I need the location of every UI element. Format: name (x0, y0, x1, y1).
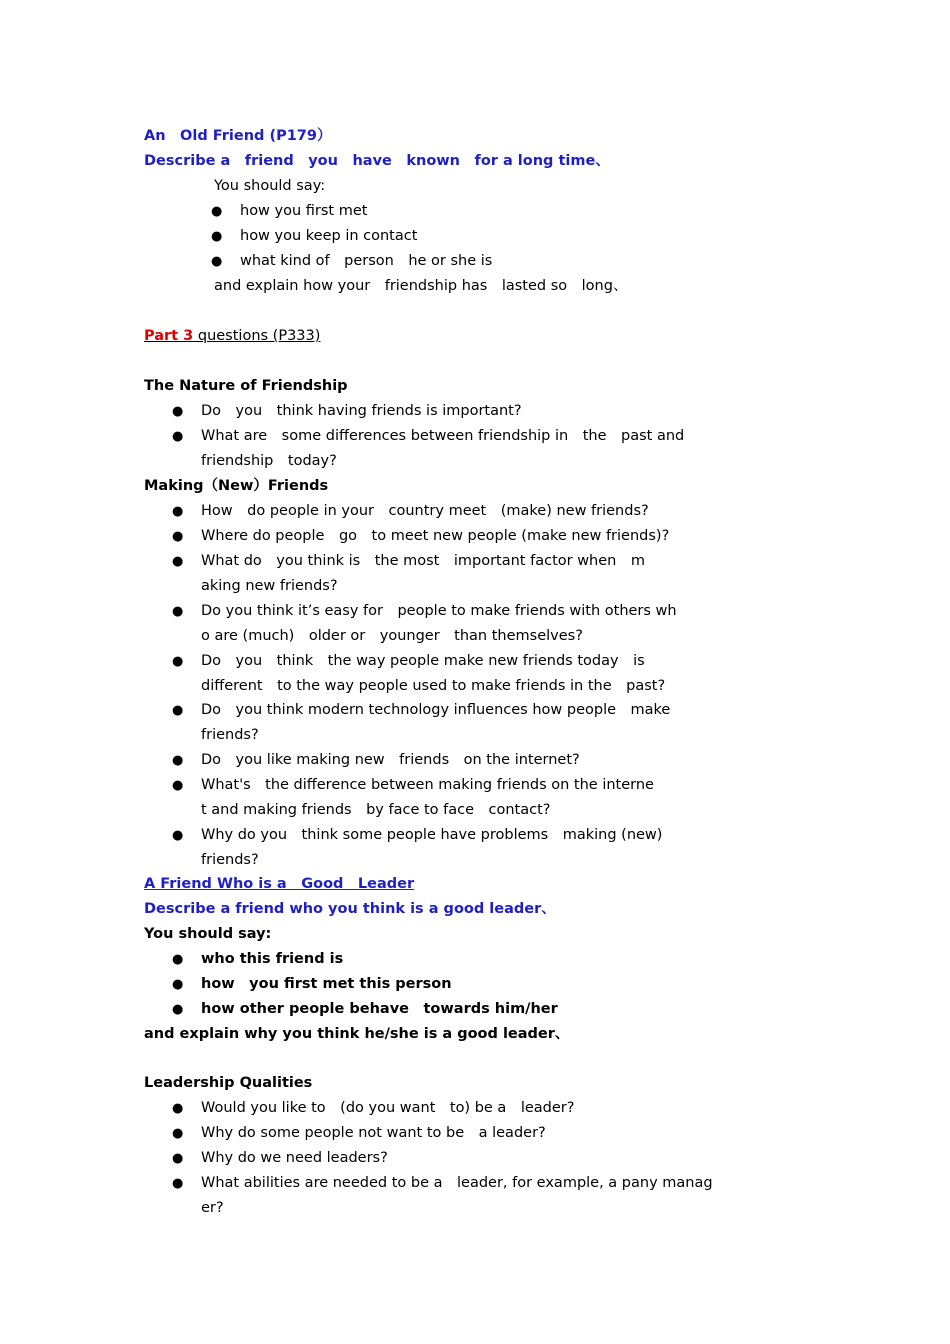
question-item: Would you like to (do you want to) be a leader? (201, 1100, 575, 1116)
cue-bullet: who this friend is (201, 951, 344, 967)
bullet-icon: ● (172, 1176, 184, 1191)
question-item: Why do some people not want to be a leader? (201, 1125, 546, 1141)
question-item: What's the difference between making friends on the interne (201, 777, 654, 793)
bullet-icon: ● (172, 529, 184, 544)
question-item: Do you think modern technology influences how people make (201, 702, 671, 718)
question-item: Why do we need leaders? (201, 1150, 388, 1166)
bullet-icon: ● (172, 654, 184, 669)
bullet-icon: ● (172, 604, 184, 619)
cue-card-prompt: Describe a friend you have known for a long time、 (144, 153, 610, 169)
bullet-icon: ● (172, 828, 184, 843)
question-item-cont: aking new friends? (201, 578, 338, 594)
bullet-icon: ● (172, 1101, 184, 1116)
cue-bullet: how you first met (240, 203, 368, 219)
bullet-icon: ● (172, 1126, 184, 1141)
question-item-cont: friends? (201, 727, 259, 743)
bullet-icon: ● (172, 703, 184, 718)
bullet-icon: ● (172, 778, 184, 793)
question-item: What are some differences between friendship in the past and (201, 428, 685, 444)
part3-rest: questions (P333) (193, 328, 321, 344)
bullet-icon: ● (172, 952, 184, 967)
question-item: Why do you think some people have problems making (new) (201, 827, 663, 843)
question-item: Do you think having friends is important? (201, 403, 522, 419)
topic-heading-qualities: Leadership Qualities (144, 1075, 313, 1091)
bullet-icon: ● (211, 229, 223, 244)
part3-heading (144, 324, 814, 349)
question-item: Where do people go to meet new people (make new friends)? (201, 528, 670, 544)
bullet-icon: ● (172, 429, 184, 444)
question-item-cont: different to the way people used to make friends in the past? (201, 678, 666, 694)
bullet-icon: ● (172, 1151, 184, 1166)
topic-heading-nature: The Nature of Friendship (144, 378, 348, 394)
topic-heading-making: Making（New）Friends (144, 478, 329, 494)
cue-bullet: how you first met this person (201, 976, 452, 992)
explain-line-leader: and explain why you think he/she is a good leader、 (144, 1026, 570, 1042)
cue-card-prompt-leader: Describe a friend who you think is a good leader、 (144, 901, 556, 917)
question-item-cont: friends? (201, 852, 259, 868)
question-item: Do you think it’s easy for people to make friends with others wh (201, 603, 677, 619)
question-item: Do you like making new friends on the internet? (201, 752, 580, 768)
bullet-icon: ● (211, 204, 223, 219)
explain-line: and explain how your friendship has lasted so long、 (214, 278, 628, 294)
question-item: How do people in your country meet (make) new friends? (201, 503, 649, 519)
question-item-cont: friendship today? (201, 453, 337, 469)
bullet-icon: ● (172, 977, 184, 992)
bullet-icon: ● (172, 404, 184, 419)
question-item: What abilities are needed to be a leader, for example, a pany manag (201, 1175, 713, 1191)
cue-bullet: what kind of person he or she is (240, 253, 493, 269)
question-item-cont: t and making friends by face to face contact? (201, 802, 551, 818)
bullet-icon: ● (211, 254, 223, 269)
question-item: What do you think is the most important factor when m (201, 553, 645, 569)
cue-bullet: how you keep in contact (240, 228, 418, 244)
part3-label: Part 3 (144, 328, 194, 344)
section-title-old-friend: An Old Friend (P179） (144, 128, 332, 144)
bullet-icon: ● (172, 753, 184, 768)
section-title-good-leader: A Friend Who is a Good Leader (144, 876, 415, 892)
bullet-icon: ● (172, 504, 184, 519)
should-say-label-leader: You should say: (144, 926, 272, 942)
bullet-icon: ● (172, 1002, 184, 1017)
question-item: Do you think the way people make new friends today is (201, 653, 645, 669)
question-item-cont: o are (much) older or younger than themselves? (201, 628, 583, 644)
question-item-cont: er? (201, 1200, 224, 1216)
cue-bullet: how other people behave towards him/her (201, 1001, 558, 1017)
bullet-icon: ● (172, 554, 184, 569)
should-say-label: You should say: (214, 178, 326, 194)
